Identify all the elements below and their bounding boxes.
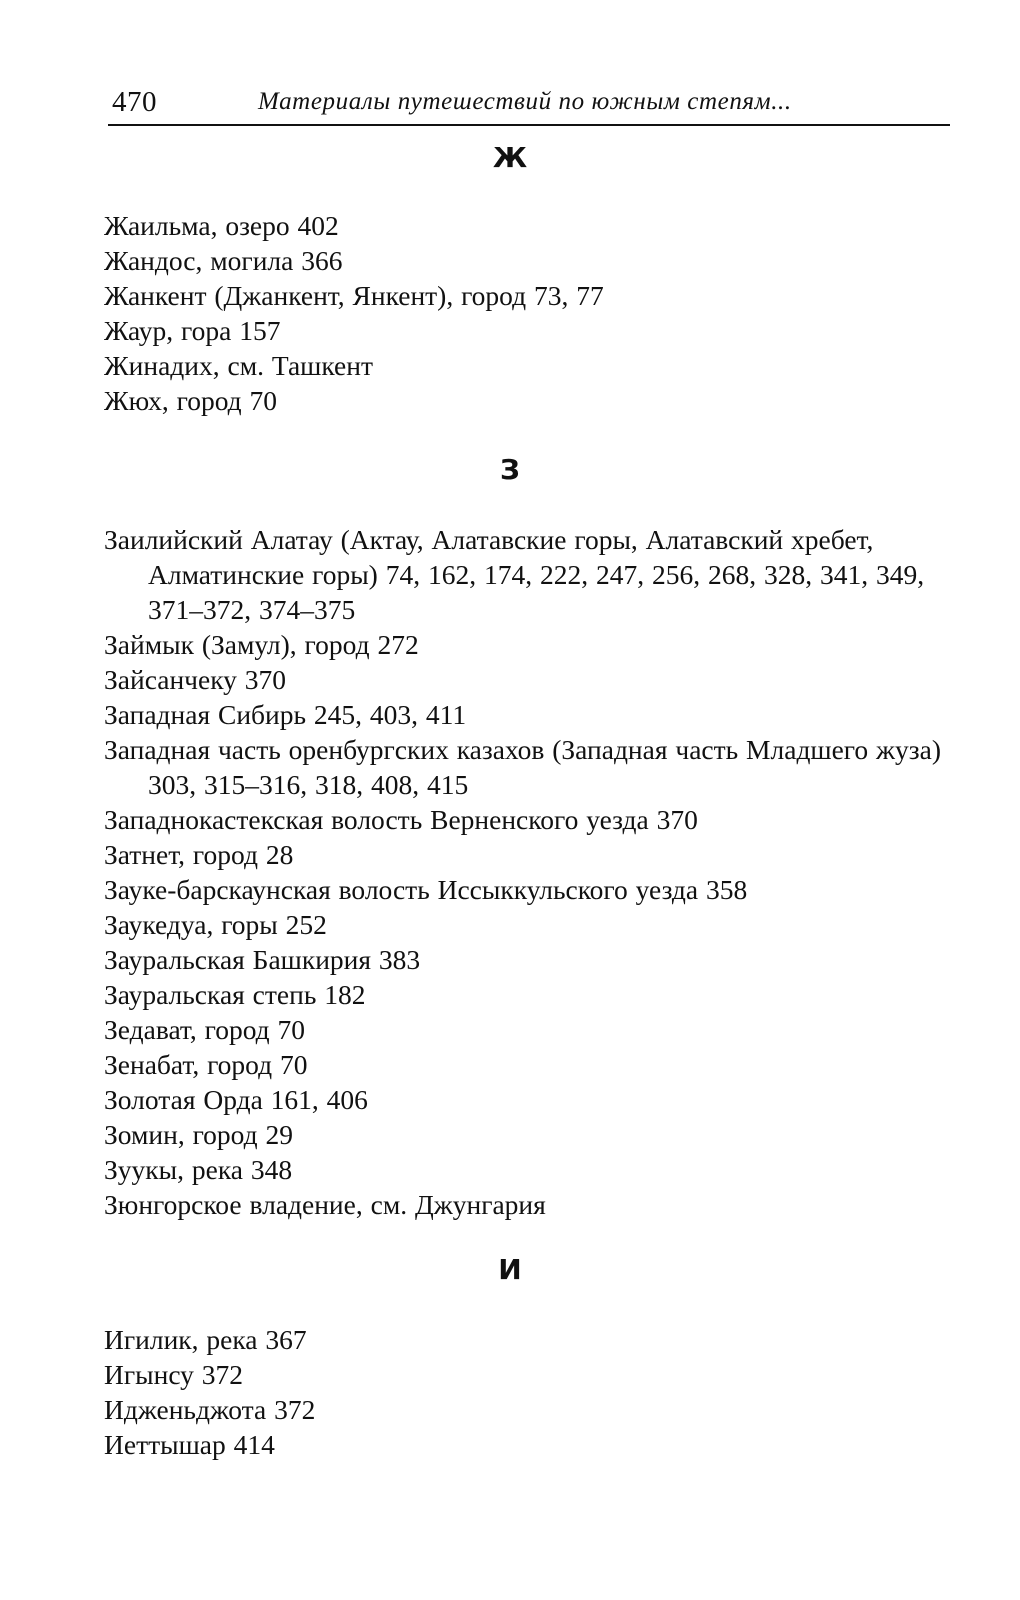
index-list-zh: [104, 208, 950, 418]
index-entry: Золотая Орда 161, 406: [104, 1084, 368, 1115]
index-entry: Зауральская степь 182: [104, 979, 366, 1010]
index-entry: Иеттышар 414: [104, 1429, 275, 1460]
index-entry: Жанкент (Джанкент, Янкент), город 73, 77: [104, 280, 604, 311]
index-entry: Западная часть оренбургских казахов (Западная часть Младшего жуза) 303, 315–316, 318, 408, 415: [104, 734, 942, 800]
index-entry: Зайсанчеку 370: [104, 664, 287, 695]
index-entry: Западная Сибирь 245, 403, 411: [104, 699, 467, 730]
index-entry: Жюх, город 70: [104, 385, 278, 416]
index-entry: Западнокастекская волость Верненского уезда 370: [104, 804, 698, 835]
header-rule: [108, 124, 950, 126]
index-entry: Заилийский Алатау (Актау, Алатавские горы, Алатавский хребет, Алматинские горы) 74, 162, 174, 222, 247, 256, 268, 328, 341, 349, 371–372, 374–375: [104, 524, 925, 625]
index-list-i: [104, 1322, 950, 1462]
index-entry: Зюнгорское владение, см. Джунгария: [104, 1189, 546, 1220]
index-entry: Заукедуа, горы 252: [104, 909, 327, 940]
index-entry: Зуукы, река 348: [104, 1154, 293, 1185]
index-entry: Зенабат, город 70: [104, 1049, 308, 1080]
index-entry: Зомин, город 29: [104, 1119, 294, 1150]
section-heading-z: З: [500, 453, 520, 486]
index-entry: Зедават, город 70: [104, 1014, 306, 1045]
index-entry: Жаур, гора 157: [104, 315, 281, 346]
page-number: 470: [112, 86, 157, 118]
running-title: Материалы путешествий по южным степям...: [258, 88, 792, 115]
index-entry: Игилик, река 367: [104, 1324, 307, 1355]
index-entry: Жандос, могила 366: [104, 245, 343, 276]
index-entry: Жинадих, см. Ташкент: [104, 350, 373, 381]
section-heading-zh: Ж: [492, 141, 528, 174]
index-entry: Затнет, город 28: [104, 839, 294, 870]
section-heading-i: И: [498, 1253, 522, 1286]
running-head: [108, 84, 950, 124]
index-entry: Займык (Замул), город 272: [104, 629, 419, 660]
index-entry: Идженьджота 372: [104, 1394, 316, 1425]
index-list-z: [104, 522, 950, 1222]
index-entry: Зауке-барскаунская волость Иссыккульского уезда 358: [104, 874, 748, 905]
index-entry: Игынсу 372: [104, 1359, 244, 1390]
index-entry: Жаильма, озеро 402: [104, 210, 339, 241]
index-entry: Зауральская Башкирия 383: [104, 944, 421, 975]
